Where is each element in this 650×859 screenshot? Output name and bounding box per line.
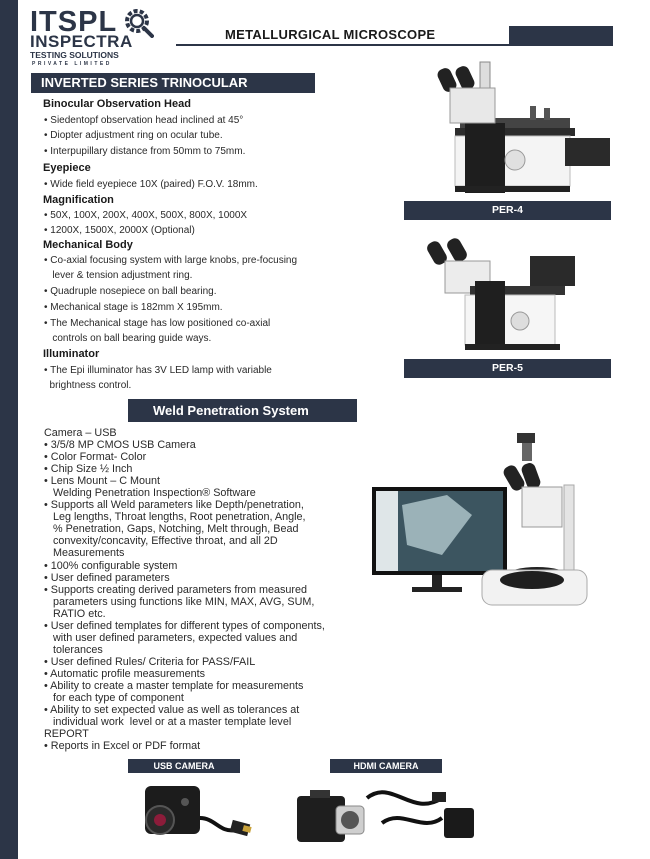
spec-line: • Wide field eyepiece 10X (paired) F.O.V. 18mm. — [44, 179, 258, 190]
microscope-per4-image — [410, 58, 610, 198]
spec-line: • 1200X, 1500X, 2000X (Optional) — [44, 225, 195, 236]
usb-camera-label: USB CAMERA — [128, 759, 240, 773]
weld-system-image — [372, 425, 612, 610]
spec-line: controls on ball bearing guide ways. — [44, 333, 212, 344]
weld-line: Measurements — [44, 547, 125, 559]
logo-line-1: ITSPL — [30, 6, 118, 38]
spec-line: • The Epi illuminator has 3V LED lamp with variable — [44, 365, 272, 376]
group-title-mechanical-body: Mechanical Body — [43, 239, 133, 251]
weld-line: Camera – USB — [44, 427, 117, 439]
weld-line: tolerances — [44, 644, 103, 656]
weld-line: • Supports all Weld parameters like Depth/penetration, — [44, 499, 304, 511]
group-title-eyepiece: Eyepiece — [43, 162, 91, 174]
logo-line-3: TESTING SOLUTIONS — [30, 50, 119, 60]
weld-line: for each type of component — [44, 692, 184, 704]
weld-system-header: Weld Penetration System — [128, 399, 357, 422]
weld-line: RATIO etc. — [44, 608, 106, 620]
weld-line: • Ability to create a master template for measurements — [44, 680, 304, 692]
weld-line: • Lens Mount – C Mount — [44, 475, 161, 487]
weld-line: • Color Format- Color — [44, 451, 147, 463]
spec-line: lever & tension adjustment ring. — [44, 270, 193, 281]
spec-line: • Quadruple nosepiece on ball bearing. — [44, 286, 217, 297]
weld-line: • User defined templates for different types of components, — [44, 620, 325, 632]
spec-line: brightness control. — [44, 380, 132, 391]
group-title-magnification: Magnification — [43, 194, 114, 206]
hdmi-camera-image — [292, 778, 482, 848]
weld-line: • 3/5/8 MP CMOS USB Camera — [44, 439, 196, 451]
weld-line: • Supports creating derived parameters from measured — [44, 584, 308, 596]
spec-line: • Diopter adjustment ring on ocular tube. — [44, 130, 223, 141]
logo-line-2: INSPECTRA — [30, 32, 133, 51]
weld-line: REPORT — [44, 728, 89, 740]
caption-per4: PER-4 — [404, 201, 611, 220]
group-title-illuminator: Illuminator — [43, 348, 100, 360]
company-logo — [30, 6, 150, 66]
title-bar — [176, 26, 613, 46]
weld-line: Welding Penetration Inspection® Software — [44, 487, 256, 499]
weld-line: • Ability to set expected value as well as tolerances at — [44, 704, 300, 716]
spec-line: • Interpupillary distance from 50mm to 75mm. — [44, 146, 246, 157]
spec-line: • Mechanical stage is 182mm X 195mm. — [44, 302, 223, 313]
weld-line: • Reports in Excel or PDF format — [44, 740, 201, 752]
weld-line: • 100% configurable system — [44, 560, 178, 572]
spec-line: • Siedentopf observation head inclined at 45° — [44, 115, 244, 126]
weld-line: individual work level or at a master template level — [44, 716, 292, 728]
weld-line: • User defined Rules/ Criteria for PASS/FAIL — [44, 656, 256, 668]
page-title: METALLURGICAL MICROSCOPE — [225, 27, 436, 42]
group-title-observation-head: Binocular Observation Head — [43, 98, 191, 110]
weld-line: Leg lengths, Throat lengths, Root penetration, Angle, — [44, 511, 306, 523]
microscope-per5-image — [410, 226, 610, 361]
hdmi-camera-label: HDMI CAMERA — [330, 759, 442, 773]
inverted-series-header: INVERTED SERIES TRINOCULAR — [31, 73, 315, 93]
usb-camera-image — [125, 778, 255, 848]
weld-line: • Chip Size ½ Inch — [44, 463, 133, 475]
weld-line: with user defined parameters, expected values and — [44, 632, 298, 644]
weld-line: • Automatic profile measurements — [44, 668, 206, 680]
weld-line: convexity/concavity, Effective throat, and all 2D — [44, 535, 278, 547]
weld-line: % Penetration, Gaps, Notching, Melt through, Bead — [44, 523, 299, 535]
weld-line: parameters using functions like MIN, MAX, AVG, SUM, — [44, 596, 315, 608]
weld-line: • User defined parameters — [44, 572, 170, 584]
logo-line-4: PRIVATE LIMITED — [32, 61, 112, 67]
spec-line: • Co-axial focusing system with large knobs, pre-focusing — [44, 255, 298, 266]
title-accent — [509, 26, 613, 44]
spec-line: • The Mechanical stage has low positioned co-axial — [44, 318, 271, 329]
caption-per5: PER-5 — [404, 359, 611, 378]
spec-line: • 50X, 100X, 200X, 400X, 500X, 800X, 1000X — [44, 210, 248, 221]
left-accent-bar — [0, 0, 18, 859]
